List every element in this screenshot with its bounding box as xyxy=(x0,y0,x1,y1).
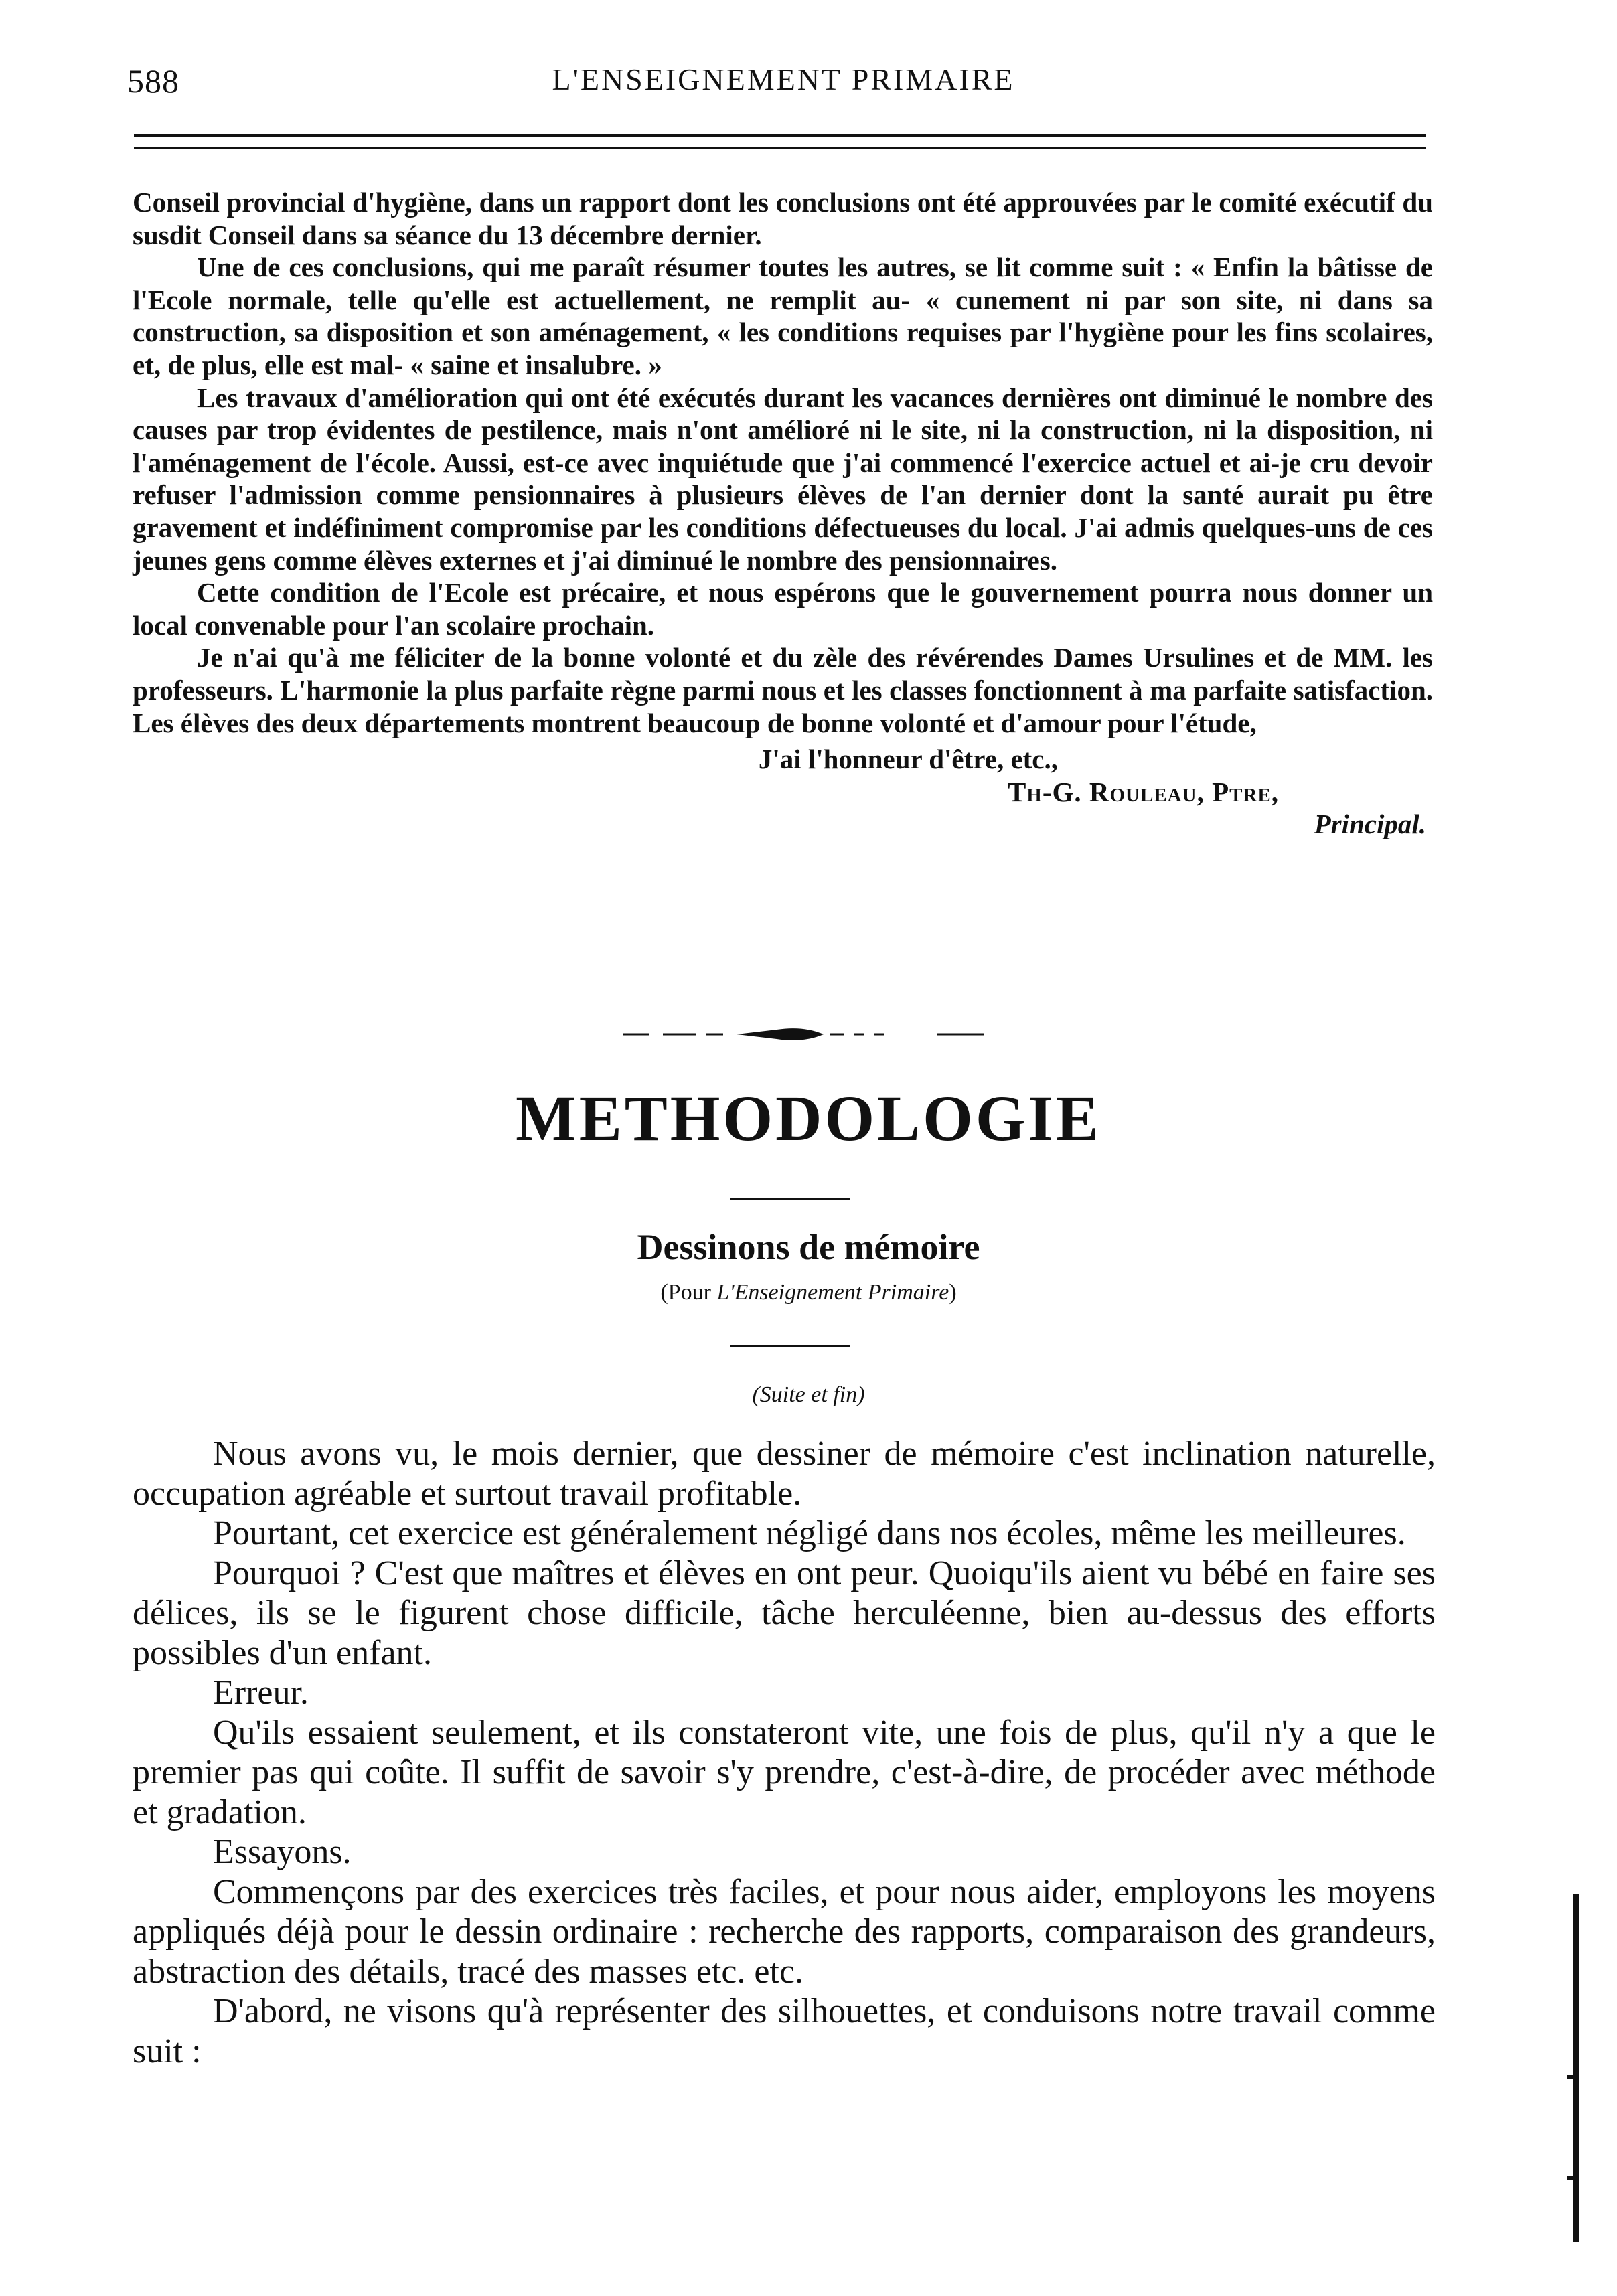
letter-signer: Th-G. Rouleau, Ptre, xyxy=(1007,776,1279,807)
running-header xyxy=(127,62,1440,108)
article-paragraph: D'abord, ne visons qu'à représenter des silhouettes, et conduisons notre travail comme suit : xyxy=(133,1992,1436,2070)
scan-edge-tick xyxy=(1567,2075,1576,2079)
letter-signer-role: Principal. xyxy=(1314,809,1426,840)
article-paragraph: Pourtant, cet exercice est généralement négligé dans nos écoles, même les meilleures. xyxy=(213,1514,1406,1552)
section-title: METHODOLOGIE xyxy=(516,1082,1101,1154)
article-body xyxy=(133,1434,1436,2071)
article-source-prefix: (Pour xyxy=(660,1280,717,1305)
ornament-divider xyxy=(623,1024,984,1044)
letter-paragraph: Conseil provincial d'hygiène, dans un rapport dont les conclusions ont été approuvées par le comité exécutif du susdit Conseil dans sa séance du 13 décembre dernier. xyxy=(133,187,1433,250)
letter-paragraph: Je n'ai qu'à me féliciter de la bonne volonté et du zèle des révérendes Dames Ursulines et de MM. les professeurs. L'harmonie la plus parfaite règne parmi nous et les classes fonctionnent à ma parfaite satisfaction. Les élèves des deux départements montrent beaucoup de bonne volonté et d'amour pour l'étude, xyxy=(133,642,1433,738)
letter-paragraph: Une de ces conclusions, qui me paraît résumer toutes les autres, se lit comme suit : « Enfin la bâtisse de l'Ecole normale, telle qu'elle est actuellement, ne remplit au- « cunement ni par son site, ni dans sa construction, sa disposition et son aménagement, « les conditions requises par l'hygiène pour les fins scolaires, et, de plus, elle est mal- « saine et insalubre. » xyxy=(133,252,1433,380)
article-title: Dessinons de mémoire xyxy=(637,1227,980,1267)
article-paragraph: Erreur. xyxy=(213,1673,309,1712)
page-number: 588 xyxy=(127,62,179,100)
article-rule xyxy=(730,1345,850,1347)
article-source-publication: L'Enseignement Primaire xyxy=(716,1280,949,1305)
article-paragraph: Pourquoi ? C'est que maîtres et élèves en ont peur. Quoiqu'ils aient vu bébé en faire ses délices, ils se le figurent chose difficile, tâche herculéenne, bien au-dessus des efforts possibles d'un enfant. xyxy=(133,1554,1436,1672)
article-source xyxy=(0,1280,1617,1305)
header-double-rule xyxy=(134,134,1426,149)
section-rule xyxy=(730,1198,850,1200)
scan-edge-mark xyxy=(1573,1894,1579,2242)
letter-paragraph: Cette condition de l'Ecole est précaire, et nous espérons que le gouvernement pourra nous donner un local convenable pour l'an scolaire prochain. xyxy=(133,577,1433,641)
article-paragraph: Qu'ils essaient seulement, et ils constateront vite, une fois de plus, qu'il n'y a que le premier pas qui coûte. Il suffit de savoir s'y prendre, c'est-à-dire, de procéder avec méthode et gradation. xyxy=(133,1713,1436,1831)
scan-edge-tick xyxy=(1567,2176,1576,2180)
letter-paragraph: Les travaux d'amélioration qui ont été exécutés durant les vacances dernières ont diminué le nombre des causes par trop évidentes de pestilence, mais n'ont amélioré ni le site, ni la construction, ni la disposition, ni l'aménagement de l'école. Aussi, est-ce avec inquiétude que j'ai commencé l'exercice actuel et ai-je cru devoir refuser l'admission comme pensionnaires à plusieurs élèves de l'an dernier dont la santé aurait pu être gravement et indéfiniment compromise par les conditions défectueuses du local. J'ai admis quelques-uns de ces jeunes gens comme élèves externes et j'ai diminué le nombre des pensionnaires. xyxy=(133,382,1433,576)
article-paragraph: Essayons. xyxy=(213,1833,352,1871)
article-note: (Suite et fin) xyxy=(752,1382,865,1407)
article-paragraph: Nous avons vu, le mois dernier, que dessiner de mémoire c'est inclination naturelle, occupation agréable et surtout travail profitable. xyxy=(133,1434,1436,1513)
letter-text xyxy=(133,186,1433,841)
running-title: L'ENSEIGNEMENT PRIMAIRE xyxy=(552,62,1015,96)
article-paragraph: Commençons par des exercices très faciles, et pour nous aider, employons les moyens appliqués déjà pour le dessin ordinaire : recherche des rapports, comparaison des grandeurs, abstraction des détails, tracé des masses etc. etc. xyxy=(133,1872,1436,1991)
article-source-suffix: ) xyxy=(949,1280,957,1305)
letter-closing: J'ai l'honneur d'être, etc., xyxy=(758,744,1058,775)
